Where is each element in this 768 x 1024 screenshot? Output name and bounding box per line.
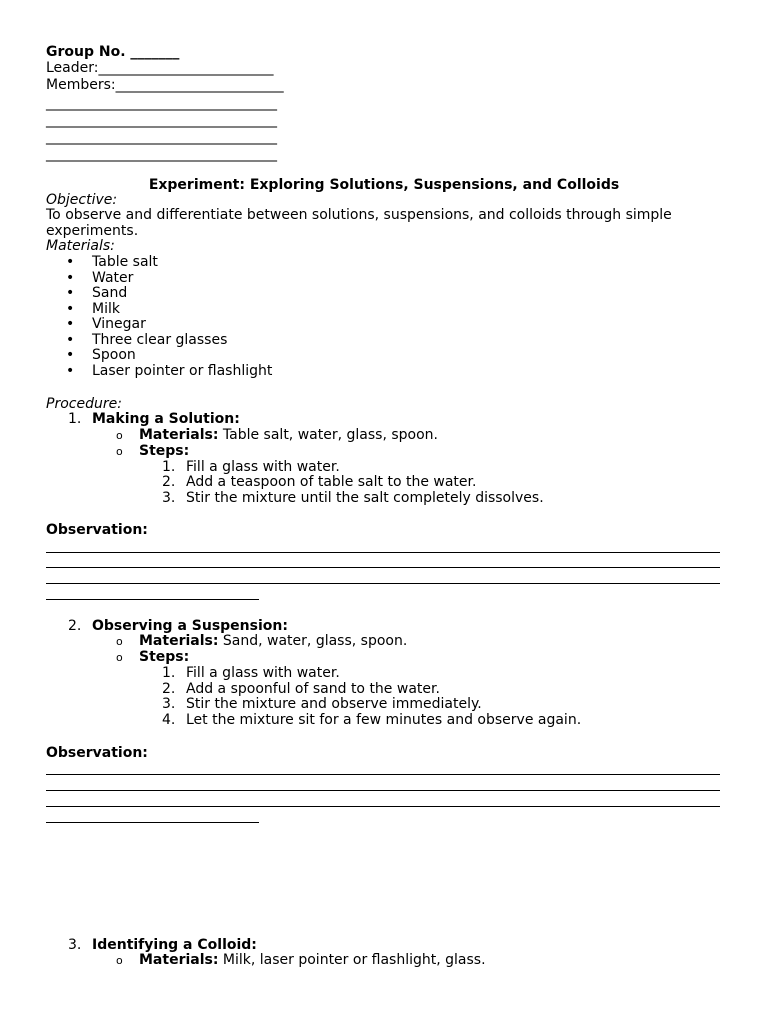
bullet-icon: • bbox=[66, 254, 75, 270]
answer-line bbox=[46, 822, 259, 823]
step-text: Stir the mixture and observe immediately. bbox=[186, 696, 482, 712]
objective-text: To observe and differentiate between solutions, suspensions, and colloids through simple bbox=[46, 207, 672, 223]
bullet-icon: • bbox=[66, 332, 75, 348]
answer-line bbox=[46, 774, 720, 775]
bullet-icon: • bbox=[66, 270, 75, 286]
bullet-icon: • bbox=[66, 285, 75, 301]
observation-label: Observation: bbox=[46, 745, 148, 761]
part-title: Making a Solution: bbox=[92, 411, 240, 427]
material-item: Milk bbox=[92, 301, 120, 317]
part-number: 1. bbox=[68, 411, 82, 427]
bullet-icon: • bbox=[66, 301, 75, 317]
sub-bullet-icon: o bbox=[116, 445, 123, 458]
part-title: Identifying a Colloid: bbox=[92, 937, 257, 953]
sub-bullet-icon: o bbox=[116, 635, 123, 648]
answer-line bbox=[46, 552, 720, 553]
member-blank-line: _________________________________ bbox=[46, 146, 277, 162]
sub-bullet-icon: o bbox=[116, 651, 123, 664]
answer-line bbox=[46, 790, 720, 791]
step-number: 1. bbox=[162, 665, 176, 681]
material-item: Water bbox=[92, 270, 134, 286]
sub-bullet-icon: o bbox=[116, 954, 123, 967]
step-number: 4. bbox=[162, 712, 176, 728]
part-materials: Materials: Sand, water, glass, spoon. bbox=[139, 633, 408, 649]
members-field: Members:________________________ bbox=[46, 77, 284, 93]
part-materials: Materials: Table salt, water, glass, spoon. bbox=[139, 427, 438, 443]
member-blank-line: _________________________________ bbox=[46, 112, 277, 128]
step-text: Add a spoonful of sand to the water. bbox=[186, 681, 440, 697]
material-item: Spoon bbox=[92, 347, 136, 363]
steps-label: Steps: bbox=[139, 443, 190, 459]
objective-label: Objective: bbox=[46, 192, 118, 208]
part-number: 3. bbox=[68, 937, 82, 953]
answer-line bbox=[46, 567, 720, 568]
member-blank-line: _________________________________ bbox=[46, 129, 277, 145]
step-number: 2. bbox=[162, 681, 176, 697]
step-text: Add a teaspoon of table salt to the water. bbox=[186, 474, 477, 490]
answer-line bbox=[46, 599, 259, 600]
group-no-field: Group No. _______ bbox=[46, 44, 180, 60]
step-number: 1. bbox=[162, 459, 176, 475]
steps-label: Steps: bbox=[139, 649, 190, 665]
step-text: Let the mixture sit for a few minutes and observe again. bbox=[186, 712, 582, 728]
answer-line bbox=[46, 806, 720, 807]
material-item: Sand bbox=[92, 285, 128, 301]
sub-bullet-icon: o bbox=[116, 429, 123, 442]
observation-label: Observation: bbox=[46, 522, 148, 538]
step-number: 3. bbox=[162, 696, 176, 712]
material-item: Three clear glasses bbox=[92, 332, 228, 348]
procedure-label: Procedure: bbox=[46, 396, 122, 412]
material-item: Vinegar bbox=[92, 316, 146, 332]
step-text: Stir the mixture until the salt completely dissolves. bbox=[186, 490, 544, 506]
part-number: 2. bbox=[68, 618, 82, 634]
leader-field: Leader:_________________________ bbox=[46, 60, 274, 76]
part-materials: Materials: Milk, laser pointer or flashlight, glass. bbox=[139, 952, 486, 968]
bullet-icon: • bbox=[66, 347, 75, 363]
member-blank-line: _________________________________ bbox=[46, 95, 277, 111]
answer-line bbox=[46, 583, 720, 584]
step-number: 2. bbox=[162, 474, 176, 490]
objective-text: experiments. bbox=[46, 223, 139, 239]
material-item: Laser pointer or flashlight bbox=[92, 363, 273, 379]
materials-label: Materials: bbox=[46, 238, 115, 254]
material-item: Table salt bbox=[92, 254, 158, 270]
bullet-icon: • bbox=[66, 316, 75, 332]
part-title: Observing a Suspension: bbox=[92, 618, 288, 634]
bullet-icon: • bbox=[66, 363, 75, 379]
step-text: Fill a glass with water. bbox=[186, 665, 340, 681]
page-title: Experiment: Exploring Solutions, Suspensions, and Colloids bbox=[148, 177, 620, 193]
step-number: 3. bbox=[162, 490, 176, 506]
step-text: Fill a glass with water. bbox=[186, 459, 340, 475]
